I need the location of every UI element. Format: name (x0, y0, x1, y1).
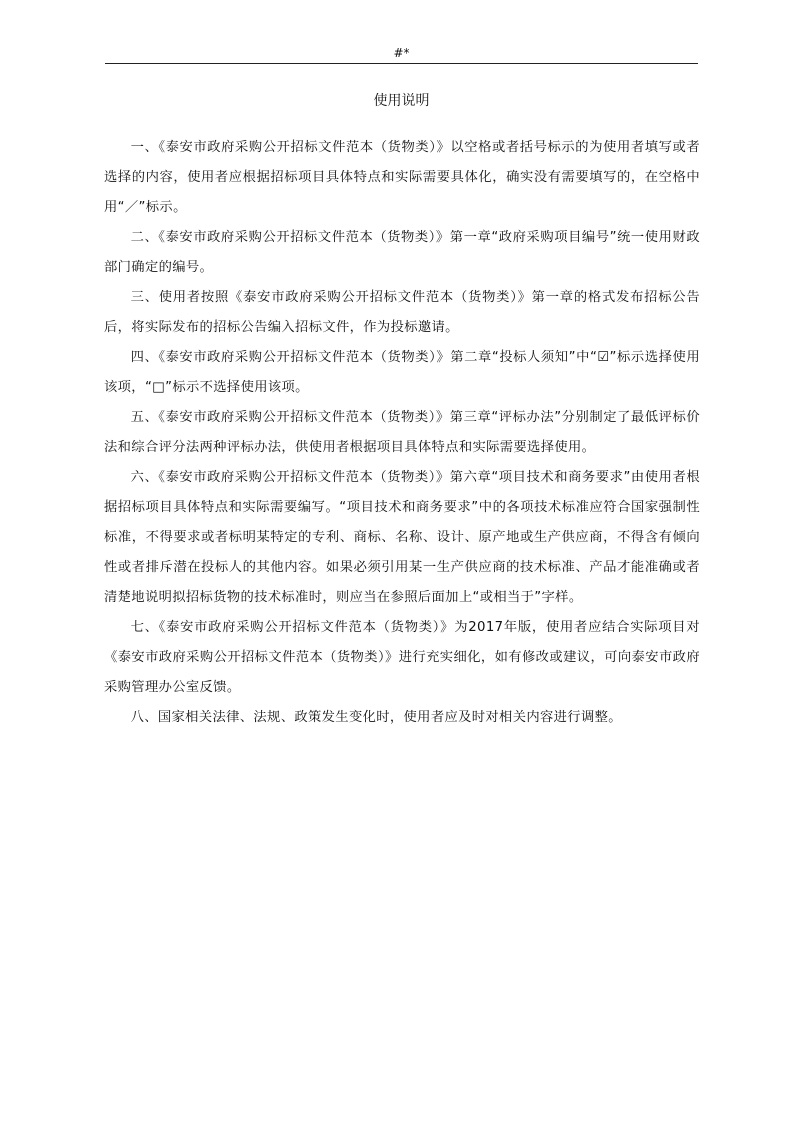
paragraph-8: 八、国家相关法律、法规、政策发生变化时，使用者应及时对相关内容进行调整。 (130, 710, 622, 725)
paragraph-3: 三、使用者按照《泰安市政府采购公开招标文件范本（货物类）》第一章的格式发布招标公告后，将实际发布的招标公告编入招标文件，作为投标邀请。 (104, 290, 700, 335)
paragraph-4: 四、《泰安市政府采购公开招标文件范本（货物类）》第二章“投标人须知”中“☑”标示选择使用该项，“□”标示不选择使用该项。 (104, 350, 700, 395)
paragraph-5: 五、《泰安市政府采购公开招标文件范本（货物类）》第三章“评标办法”分别制定了最低评标价法和综合评分法两种评标办法，供使用者根据项目具体特点和实际需要选择使用。 (104, 410, 700, 455)
page-title: 使用说明 (373, 93, 430, 109)
paragraph-7: 七、《泰安市政府采购公开招标文件范本（货物类）》为2017年版，使用者应结合实际项目对《泰安市政府采购公开招标文件范本（货物类）》进行充实细化，如有修改或建议，可向泰安市政府采购管理办公室反馈。 (104, 620, 700, 695)
instructions-body (104, 133, 700, 733)
page-header-mark: #* (393, 46, 410, 60)
header-divider (105, 63, 698, 64)
paragraph-6: 六、《泰安市政府采购公开招标文件范本（货物类）》第六章“项目技术和商务要求”由使用者根据招标项目具体特点和实际需要编写。“项目技术和商务要求”中的各项技术标准应符合国家强制性标准，不得要求或者标明某特定的专利、商标、名称、设计、原产地或生产供应商，不得含有倾向性或者排斥潜在投标人的其他内容。如果必须引用某一生产供应商的技术标准、产品才能准确或者清楚地说明拟招标货物的技术标准时，则应当在参照后面加上“或相当于”字样。 (104, 470, 700, 605)
paragraph-1: 一、《泰安市政府采购公开招标文件范本（货物类）》以空格或者括号标示的为使用者填写或者选择的内容，使用者应根据招标项目具体特点和实际需要具体化，确实没有需要填写的，在空格中用“／”标示。 (104, 140, 700, 215)
paragraph-2: 二、《泰安市政府采购公开招标文件范本（货物类）》第一章“政府采购项目编号”统一使用财政部门确定的编号。 (104, 230, 700, 275)
